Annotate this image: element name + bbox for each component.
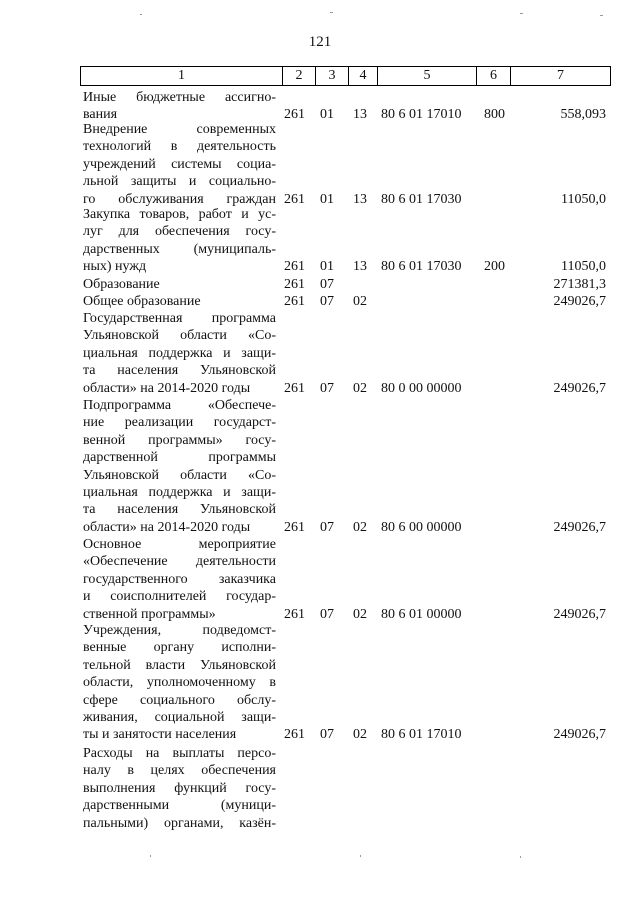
cell-expense-type: 800 — [484, 107, 505, 123]
cell-amount: 249026,7 — [553, 294, 606, 309]
cell-subsection: 13 — [353, 191, 367, 207]
cell-code: 261 — [284, 107, 305, 123]
cell-amount: 11050,0 — [561, 191, 606, 207]
page-number: 121 — [308, 34, 332, 50]
cell-amount: 249026,7 — [553, 519, 606, 535]
cell-subsection: 02 — [353, 519, 367, 535]
cell-code: 261 — [284, 277, 305, 292]
column-header-2: 2 — [282, 67, 315, 85]
cell-section: 07 — [320, 519, 334, 535]
scan-speck — [140, 14, 142, 15]
column-header-7: 7 — [510, 67, 610, 85]
scan-speck — [520, 856, 521, 858]
row-description: Образование — [83, 277, 160, 292]
cell-section: 01 — [320, 107, 334, 123]
cell-section: 01 — [320, 191, 334, 207]
cell-code: 261 — [284, 727, 305, 743]
cell-target-article: 80 6 01 17030 — [381, 259, 462, 275]
cell-subsection: 13 — [353, 107, 367, 123]
cell-subsection: 02 — [353, 727, 367, 743]
cell-section: 07 — [320, 294, 334, 309]
cell-target-article: 80 0 00 00000 — [381, 380, 462, 396]
column-header-3: 3 — [315, 67, 348, 85]
cell-amount: 271381,3 — [553, 277, 606, 292]
scan-speck — [600, 15, 603, 16]
column-header-1: 1 — [178, 68, 185, 83]
row-description: Закупка товаров, работ и ус- луг для обеспечения госу- дарственных (муниципаль- ных) нужд — [83, 207, 276, 275]
cell-amount: 558,093 — [560, 107, 606, 123]
cell-code: 261 — [284, 191, 305, 207]
cell-amount: 249026,7 — [553, 727, 606, 743]
cell-expense-type: 200 — [484, 259, 505, 275]
row-description: Иные бюджетные ассигно- вания — [83, 90, 276, 123]
column-header-row — [80, 66, 611, 86]
cell-target-article: 80 6 01 00000 — [381, 606, 462, 622]
cell-target-article: 80 6 01 17010 — [381, 727, 462, 743]
row-description: Учреждения, подведомст- венные органу исполни- тельной власти Ульяновской области, уполномоченному в сфере социального обслу- живания, социальной защи- ты и занятости населения — [83, 623, 276, 743]
cell-code: 261 — [284, 606, 305, 622]
cell-code: 261 — [284, 259, 305, 275]
cell-amount: 249026,7 — [553, 380, 606, 396]
cell-code: 261 — [284, 380, 305, 396]
cell-subsection: 13 — [353, 259, 367, 275]
cell-subsection: 02 — [353, 294, 367, 309]
cell-target-article: 80 6 01 17010 — [381, 107, 462, 123]
row-description: Расходы на выплаты персо- налу в целях обеспечения выполнения функций госу- дарственными (муници- пальными) органами, казён- — [83, 746, 276, 831]
row-description: Внедрение современных технологий в деятельность учреждений системы социа- льной защиты и социально- го обслуживания граждан — [83, 122, 276, 207]
scan-speck — [360, 855, 361, 857]
cell-subsection: 02 — [353, 606, 367, 622]
row-description: Подпрограмма «Обеспече- ние реализации государст- венной программы» госу- дарственной программы Ульяновской области «Со- циальная поддержка и защи- та населения Ульяновской области» на 2014-2020 годы — [83, 398, 276, 535]
cell-code: 261 — [284, 294, 305, 309]
column-header-4: 4 — [348, 67, 377, 85]
cell-target-article: 80 6 00 00000 — [381, 519, 462, 535]
row-description: Основное мероприятие «Обеспечение деятельности государственного заказчика и соисполнителей государ- ственной программы» — [83, 537, 276, 622]
column-header-5: 5 — [377, 67, 476, 85]
cell-amount: 11050,0 — [561, 259, 606, 275]
cell-amount: 249026,7 — [553, 606, 606, 622]
cell-section: 07 — [320, 727, 334, 743]
cell-section: 07 — [320, 606, 334, 622]
column-header-6: 6 — [476, 67, 510, 85]
cell-section: 07 — [320, 277, 334, 292]
cell-section: 01 — [320, 259, 334, 275]
row-description: Общее образование — [83, 294, 201, 309]
cell-section: 07 — [320, 380, 334, 396]
row-description: Государственная программа Ульяновской области «Со- циальная поддержка и защи- та населения Ульяновской области» на 2014-2020 годы — [83, 311, 276, 396]
cell-subsection: 02 — [353, 380, 367, 396]
scan-speck — [520, 13, 523, 14]
scan-speck — [330, 12, 333, 13]
scan-speck — [150, 855, 151, 857]
cell-target-article: 80 6 01 17030 — [381, 191, 462, 207]
cell-code: 261 — [284, 519, 305, 535]
